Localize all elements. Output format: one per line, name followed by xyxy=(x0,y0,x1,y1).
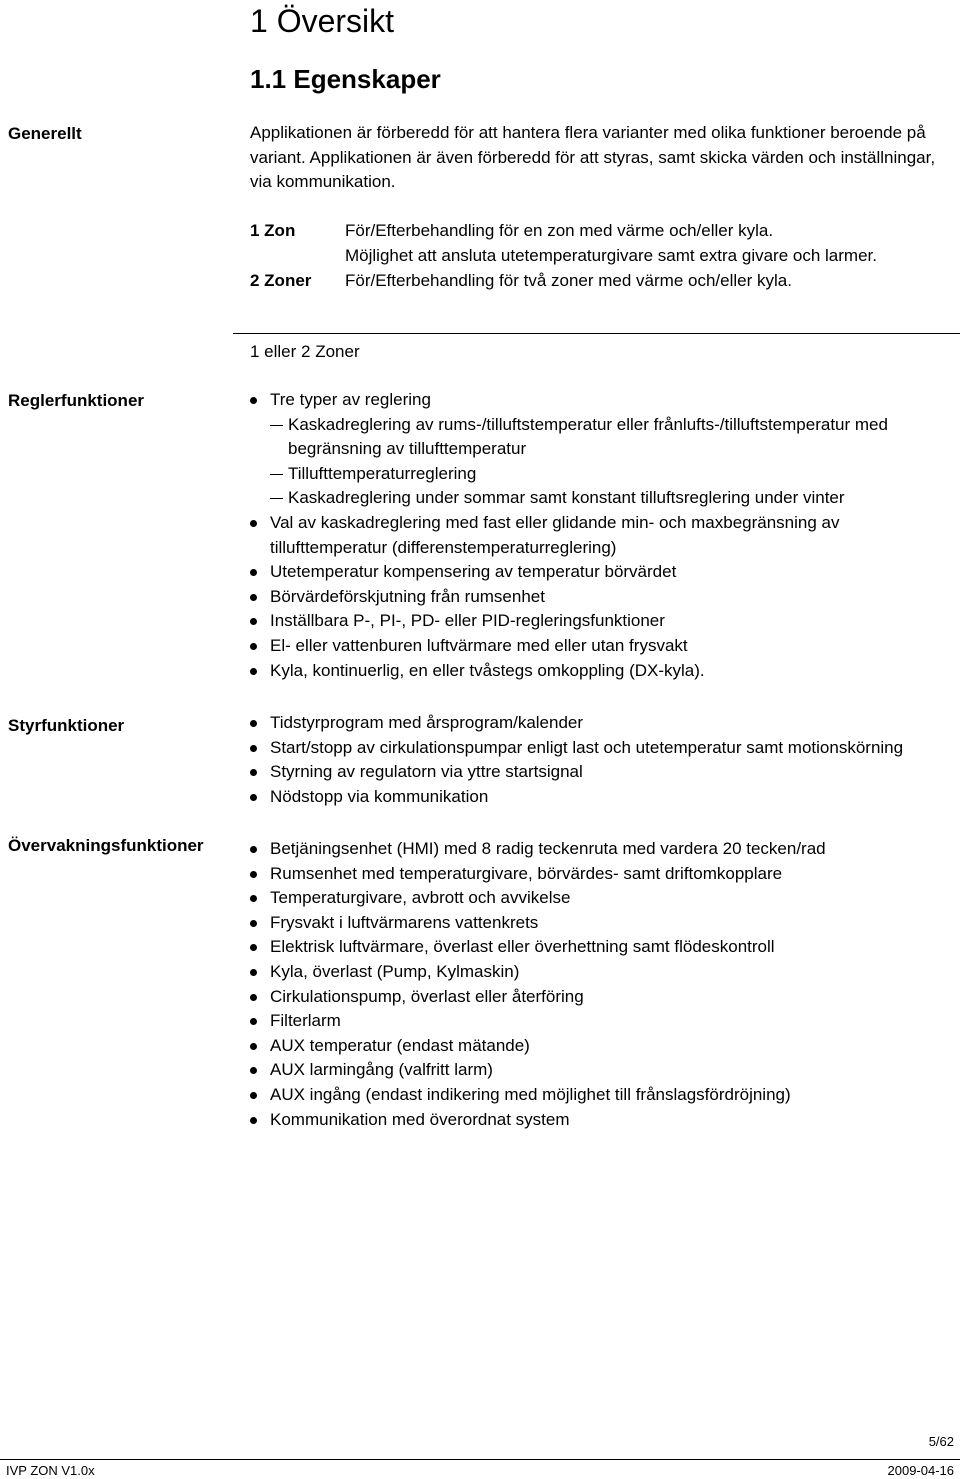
list-item: Kyla, överlast (Pump, Kylmaskin) xyxy=(250,960,955,985)
list-subitem: Kaskadreglering under sommar samt konstant tilluftsreglering under vinter xyxy=(250,486,955,511)
list-item: Val av kaskadreglering med fast eller glidande min- och maxbegränsning av tillufttemperatur (differenstemperaturreglering) xyxy=(250,511,955,560)
general-label: Generellt xyxy=(8,124,82,143)
list-item: AUX temperatur (endast mätande) xyxy=(250,1034,955,1059)
zone-label: 2 Zoner xyxy=(250,271,312,290)
zone-row-2 xyxy=(250,244,877,269)
page-number: 5/62 xyxy=(928,1434,954,1449)
list-item: El- eller vattenburen luftvärmare med eller utan frysvakt xyxy=(250,634,955,659)
zone-description: Möjlighet att ansluta utetemperaturgivare samt extra givare och larmer. xyxy=(345,246,877,265)
list-item: Elektrisk luftvärmare, överlast eller överhettning samt flödeskontroll xyxy=(250,935,955,960)
document-date: 2009-04-16 xyxy=(887,1463,954,1478)
zone-label: 1 Zon xyxy=(250,221,296,240)
reglerfunktioner-list xyxy=(250,388,955,683)
list-item: Start/stopp av cirkulationspumpar enligt last och utetemperatur samt motionskörning xyxy=(250,736,955,761)
zone-row-1 xyxy=(250,219,773,244)
list-item: Tidstyrprogram med årsprogram/kalender xyxy=(250,711,955,736)
list-subitem: Tillufttemperaturreglering xyxy=(250,462,955,487)
list-item: Inställbara P-, PI-, PD- eller PID-regleringsfunktioner xyxy=(250,609,955,634)
list-item: Tre typer av reglering xyxy=(250,388,955,413)
general-paragraph: Applikationen är förberedd för att hantera flera varianter med olika funktioner beroende på variant. Applikationen är även förberedd för att styras, samt skicka värden och inställningar, via kommunikation. xyxy=(250,123,936,191)
section-heading: 1.1 Egenskaper xyxy=(250,64,441,94)
overvakningsfunktioner-label: Övervakningsfunktioner xyxy=(8,836,204,855)
list-item: Utetemperatur kompensering av temperatur börvärdet xyxy=(250,560,955,585)
list-item: Cirkulationspump, överlast eller återföring xyxy=(250,985,955,1010)
footer-divider xyxy=(0,1459,960,1460)
list-item: Rumsenhet med temperaturgivare, börvärdes- samt driftomkopplare xyxy=(250,862,955,887)
styrfunktioner-label: Styrfunktioner xyxy=(8,716,125,735)
list-item: AUX larmingång (valfritt larm) xyxy=(250,1058,955,1083)
zone-description: För/Efterbehandling för två zoner med värme och/eller kyla. xyxy=(345,271,792,290)
list-item: AUX ingång (endast indikering med möjlighet till frånslagsfördröjning) xyxy=(250,1083,955,1108)
list-item: Kyla, kontinuerlig, en eller tvåstegs omkoppling (DX-kyla). xyxy=(250,659,955,684)
list-subitem: Kaskadreglering av rums-/tilluftstemperatur eller frånlufts-/tilluftstemperatur med begränsning av tillufttemperatur xyxy=(250,413,955,462)
overvakningsfunktioner-list xyxy=(250,837,955,1132)
list-item: Styrning av regulatorn via yttre startsignal xyxy=(250,760,955,785)
list-item: Filterlarm xyxy=(250,1009,955,1034)
zone-row-3 xyxy=(250,269,792,294)
document-id: IVP ZON V1.0x xyxy=(6,1463,95,1478)
section-divider xyxy=(233,333,960,334)
list-item: Börvärdeförskjutning från rumsenhet xyxy=(250,585,955,610)
list-item: Betjäningsenhet (HMI) med 8 radig teckenruta med vardera 20 tecken/rad xyxy=(250,837,955,862)
chapter-heading: 1 Översikt xyxy=(250,3,395,39)
list-item: Nödstopp via kommunikation xyxy=(250,785,955,810)
list-item: Temperaturgivare, avbrott och avvikelse xyxy=(250,886,955,911)
section-subheading: 1 eller 2 Zoner xyxy=(250,342,360,361)
zone-description: För/Efterbehandling för en zon med värme och/eller kyla. xyxy=(345,221,774,240)
list-item: Frysvakt i luftvärmarens vattenkrets xyxy=(250,911,955,936)
reglerfunktioner-label: Reglerfunktioner xyxy=(8,391,145,410)
list-item: Kommunikation med överordnat system xyxy=(250,1108,955,1133)
styrfunktioner-list xyxy=(250,711,955,809)
